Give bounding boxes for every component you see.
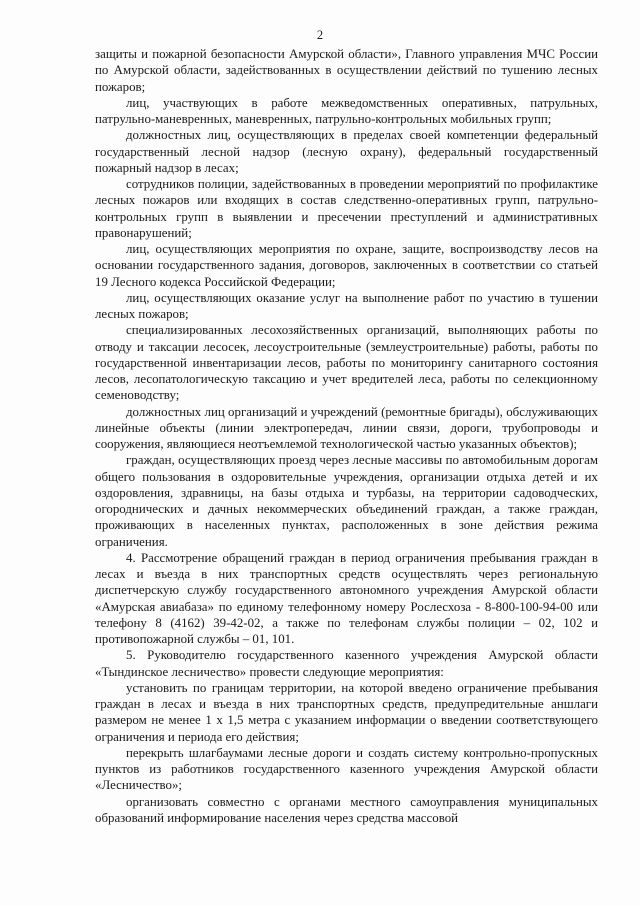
paragraph-public-information: организовать совместно с органами местного самоуправления муниципальных образований информирование населения через средства массовой (95, 794, 598, 825)
paragraph-forestry-organizations: специализированных лесохозяйственных организаций, выполняющих работы по отводу и таксации лесосек, лесоустроительные (землеустроительные) работы, работы по государственной инвентаризации лесов, работы по мониторингу санитарного состояния лесов, лесопатологическую таксацию и учет вредителей леса, работы по селекционному семеноводству; (95, 323, 598, 403)
paragraph-continuation: защиты и пожарной безопасности Амурской области», Главного управления МЧС России по Амурской области, задействованных в осуществлении действий по тушению лесных пожаров; (95, 47, 598, 94)
document-body (95, 46, 598, 826)
paragraph-forest-supervision-officials: должностных лиц, осуществляющих в пределах своей компетенции федеральный государственный лесной надзор (лесную охрану), федеральный государственный пожарный надзор в лесах; (95, 128, 598, 175)
paragraph-interagency-groups: лиц, участвующих в работе межведомственных оперативных, патрульных, патрульно-маневренных, маневренных, патрульно-контрольных мобильных групп; (95, 95, 598, 126)
paragraph-linear-facility-officials: должностных лиц организаций и учреждений (ремонтные бригады), обслуживающих линейные объекты (линии электропередач, линии связи, дороги, трубопроводы и сооружения, являющиеся неотъемлемой технологической частью указанных объектов); (95, 404, 598, 451)
paragraph-section-4: 4. Рассмотрение обращений граждан в период ограничения пребывания граждан в лесах и въезда в них транспортных средств осуществлять через региональную диспетчерскую службу государственного автономного учреждения Амурской области «Амурская авиабаза» по единому телефонному номеру Рослесхоза - 8-800-100-94-00 или телефону 8 (4162) 39-42-02, а также по телефонам службы полиции – 02, 102 и противопожарной службы – 01, 101. (95, 550, 598, 646)
paragraph-police-officers: сотрудников полиции, задействованных в проведении мероприятий по профилактике лесных пожаров или входящих в состав следственно-оперативных групп, патрульно-контрольных групп в выявлении и пресечении преступлений и административных правонарушений; (95, 177, 598, 240)
paragraph-section-5: 5. Руководителю государственного казенного учреждения Амурской области «Тындинское лесничество» провести следующие мероприятия: (95, 648, 598, 679)
paragraph-warning-signs: установить по границам территории, на которой введено ограничение пребывания граждан в лесах и въезда в них транспортных средств, предупредительные аншлаги размером не менее 1 х 1,5 метра с указанием информации о введении соответствующего ограничения и периода его действия; (95, 680, 598, 744)
page-number: 2 (316, 28, 324, 42)
paragraph-forest-protection-persons: лиц, осуществляющих мероприятия по охране, защите, воспроизводству лесов на основании государственного задания, договоров, заключенных в соответствии со статьей 19 Лесного кодекса Российской Федерации; (95, 242, 598, 289)
paragraph-firefighting-service-providers: лиц, осуществляющих оказание услуг на выполнение работ по участию в тушении лесных пожаров; (95, 290, 598, 321)
paragraph-citizens-passage: граждан, осуществляющих проезд через лесные массивы по автомобильным дорогам общего пользования в оздоровительные учреждения, организации отдыха детей и их оздоровления, здравницы, на базы отдыха и турбазы, на территории садоводческих, огороднических и дачных некоммерческих объединений граждан, а также граждан, проживающих в населенных пунктах, расположенных в зоне действия режима ограничения. (95, 453, 598, 549)
paragraph-barriers-checkpoints: перекрыть шлагбаумами лесные дороги и создать систему контрольно-пропускных пунктов из работников государственного казенного учреждения Амурской области «Лесничество»; (95, 745, 598, 793)
